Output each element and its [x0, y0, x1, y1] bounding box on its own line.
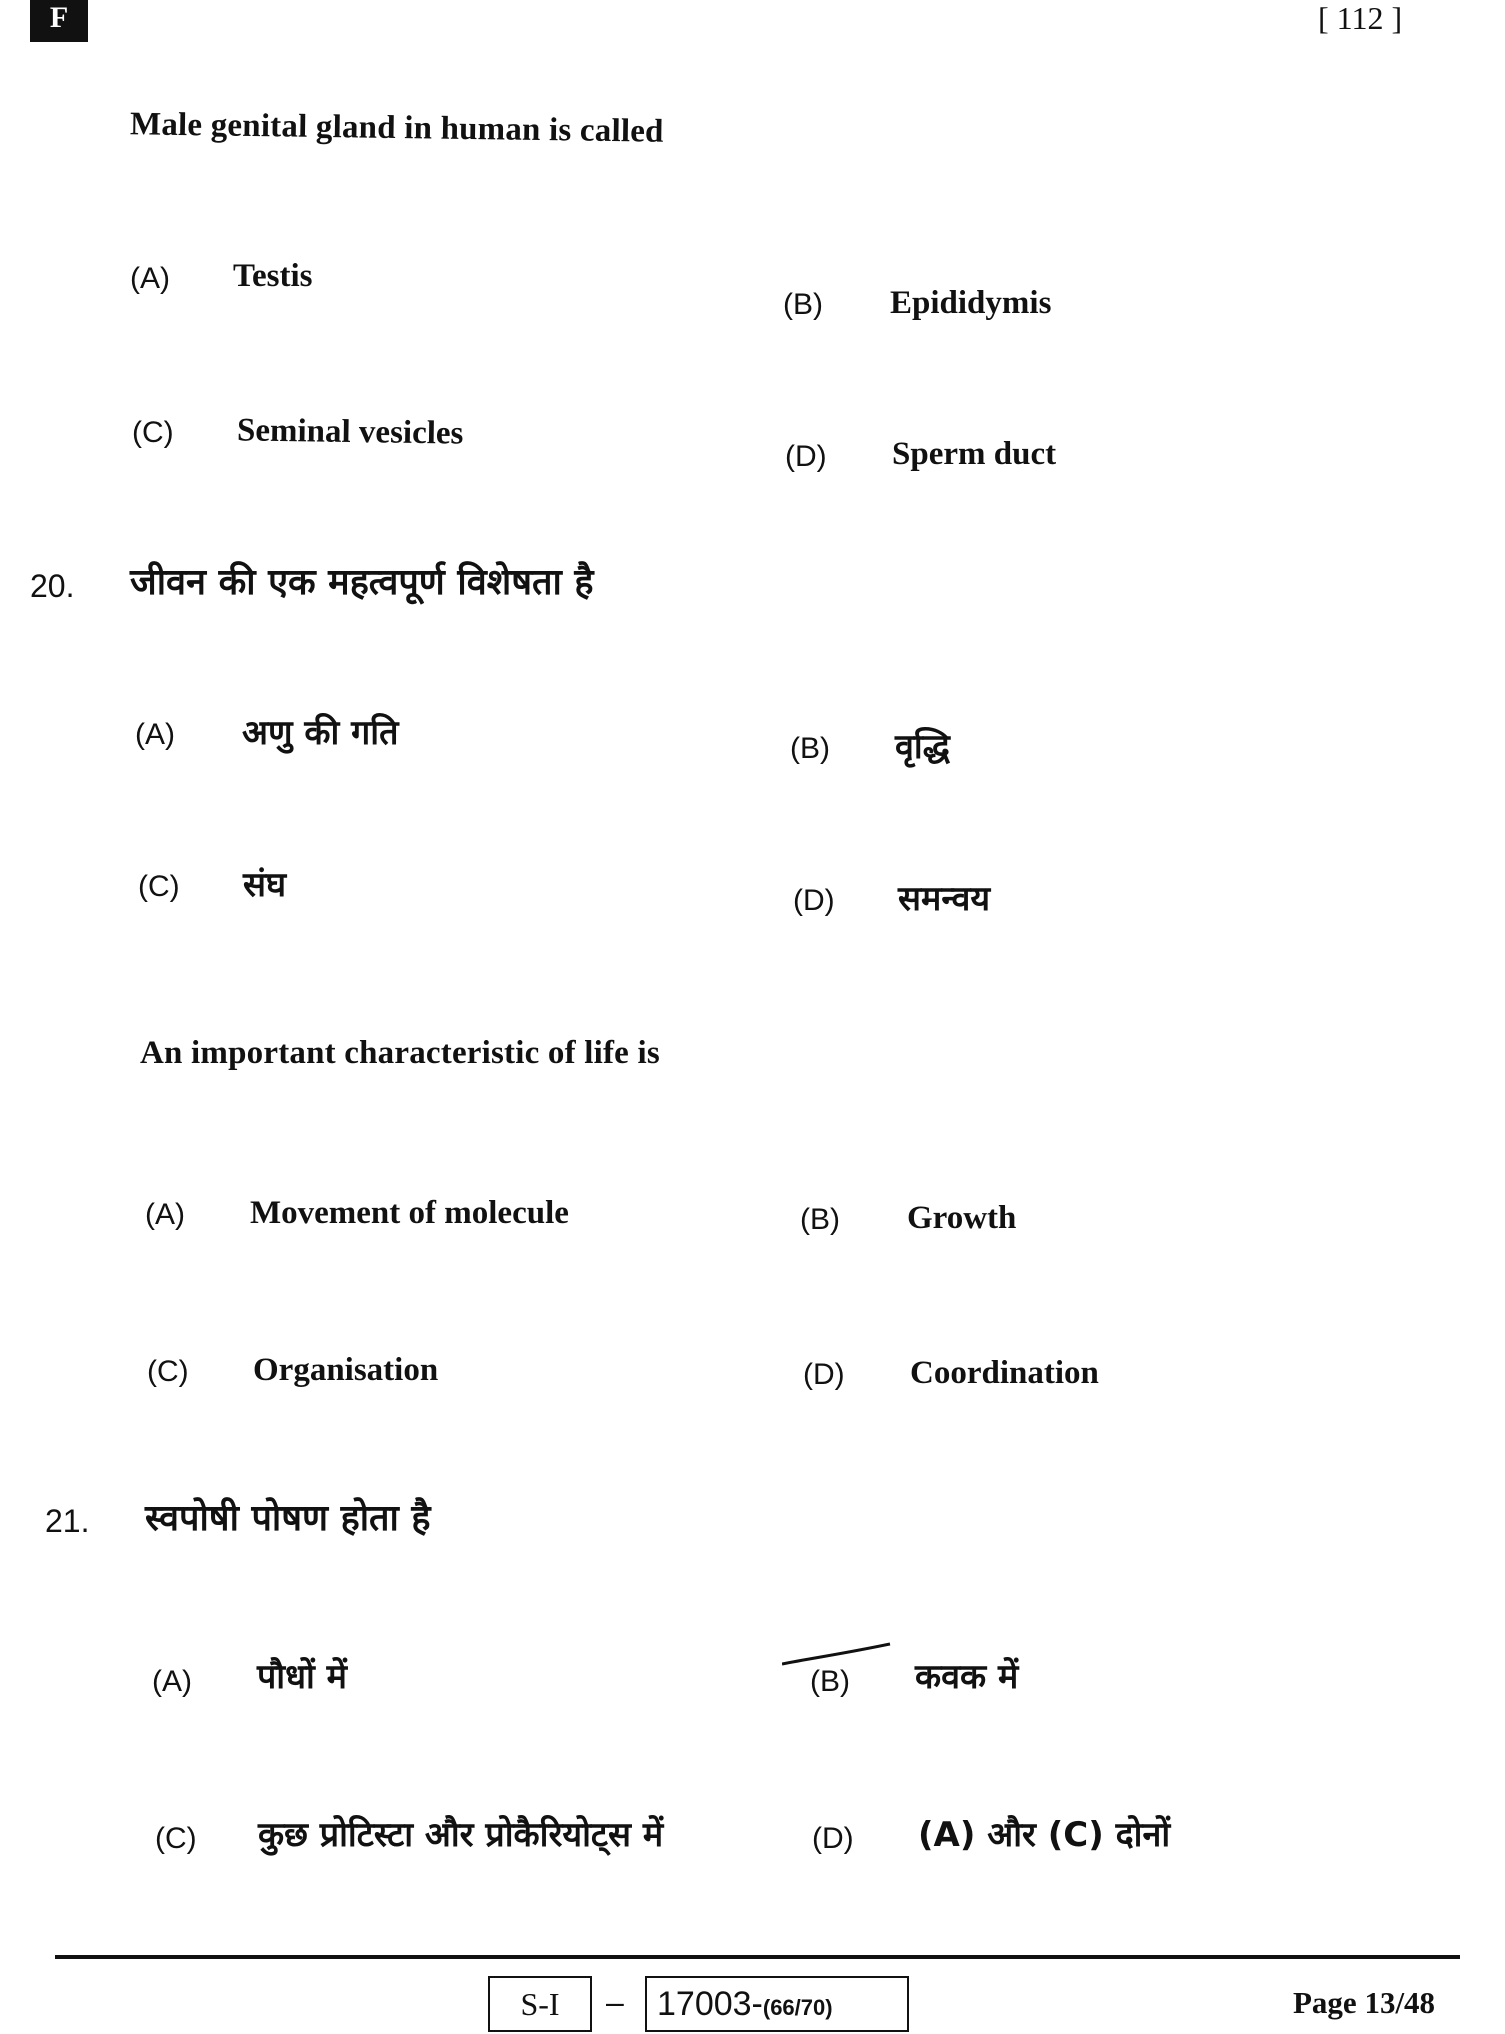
question-19-text-en: Male genital gland in human is called — [129, 106, 664, 150]
page-number: Page 13/48 — [1293, 1985, 1436, 2020]
footer-divider — [55, 1955, 1460, 1959]
q20-hi-option-a-label: (A) — [135, 718, 175, 751]
q21-option-a-text: पौधों में — [257, 1657, 348, 1697]
question-20-text-hi: जीवन की एक महत्वपूर्ण विशेषता है — [130, 562, 594, 603]
q20-hi-option-b-text: वृद्धि — [895, 727, 950, 767]
code-separator: – — [606, 1984, 624, 2020]
q20-en-option-b-text: Growth — [907, 1200, 1017, 1236]
q20-en-option-d-label: (D) — [803, 1358, 845, 1391]
series-code-box: S-I — [488, 1976, 592, 2032]
set-badge: F — [30, 0, 88, 42]
question-20-text-en: An important characteristic of life is — [140, 1035, 660, 1071]
q19-option-b-label: (B) — [783, 288, 823, 321]
q20-en-option-d-text: Coordination — [910, 1355, 1099, 1391]
question-20-number: 20. — [30, 568, 75, 604]
q20-hi-option-d-text: समन्वय — [898, 879, 991, 919]
q19-option-d-label: (D) — [785, 440, 827, 473]
q19-option-c-label: (C) — [132, 416, 174, 449]
q19-option-c-text: Seminal vesicles — [236, 412, 464, 452]
q20-hi-option-c-text: संघ — [243, 865, 287, 905]
q21-option-d-label: (D) — [812, 1822, 854, 1855]
question-21-number: 21. — [45, 1503, 90, 1539]
q20-hi-option-c-label: (C) — [138, 870, 180, 903]
q21-option-d-text: (A) और (C) दोनों — [918, 1815, 1171, 1855]
q19-option-b-text: Epididymis — [890, 285, 1052, 321]
q20-en-option-a-label: (A) — [145, 1198, 185, 1231]
paper-code-sub: (66/70) — [762, 1995, 833, 2020]
q19-option-a-text: Testis — [233, 258, 313, 294]
q20-en-option-a-text: Movement of molecule — [250, 1195, 569, 1231]
q20-hi-option-b-label: (B) — [790, 732, 830, 765]
question-21-text-hi: स्वपोषी पोषण होता है — [145, 1498, 431, 1539]
q21-option-c-label: (C) — [155, 1822, 197, 1855]
q19-option-d-text: Sperm duct — [892, 436, 1057, 472]
q19-option-a-label: (A) — [130, 262, 170, 295]
page-code: [ 112 ] — [1318, 0, 1403, 36]
q21-option-a-label: (A) — [152, 1665, 192, 1698]
q21-option-b-text: कवक में — [915, 1657, 1019, 1697]
paper-code-main: 17003- — [657, 1985, 763, 2023]
q20-hi-option-d-label: (D) — [793, 884, 835, 917]
q20-en-option-c-text: Organisation — [253, 1352, 439, 1388]
q20-hi-option-a-text: अणु की गति — [242, 713, 399, 753]
q21-option-c-text: कुछ प्रोटिस्टा और प्रोकैरियोट्स में — [258, 1815, 664, 1855]
q20-en-option-c-label: (C) — [147, 1355, 189, 1388]
q20-en-option-b-label: (B) — [800, 1203, 840, 1236]
q21-option-b-label: (B) — [810, 1665, 850, 1698]
paper-code-box — [645, 1976, 909, 2032]
